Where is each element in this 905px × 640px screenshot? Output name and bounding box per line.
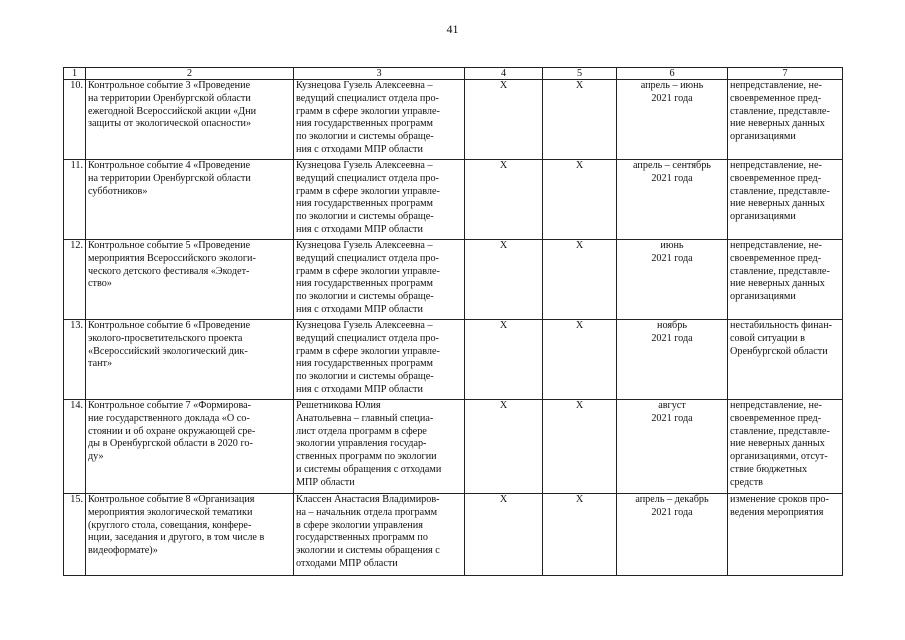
header-col-6: 6 bbox=[617, 68, 728, 80]
page-number: 41 bbox=[446, 22, 459, 36]
responsible-person: Решетникова Юлия Анатольевна – главный специа- лист отдела программ в сфере экологии управления государ- ственных программ по экологии и системы обращения с отходами МПР области bbox=[294, 400, 465, 494]
deadline: июнь 2021 года bbox=[617, 240, 728, 320]
header-col-5: 5 bbox=[543, 68, 617, 80]
deadline: апрель – сентябрь 2021 года bbox=[617, 160, 728, 240]
col4-mark: X bbox=[465, 80, 543, 160]
col4-mark: X bbox=[465, 400, 543, 494]
risks: непредставление, не- своевременное пред- ставление, представле- ние неверных данных организациями bbox=[728, 160, 843, 240]
table-row bbox=[64, 80, 843, 160]
table-row bbox=[64, 160, 843, 240]
row-number: 10. bbox=[64, 80, 86, 160]
risks: непредставление, не- своевременное пред- ставление, представле- ние неверных данных организациями, отсут- ствие бюджетных средств bbox=[728, 400, 843, 494]
row-number: 13. bbox=[64, 320, 86, 400]
deadline: апрель – июнь 2021 года bbox=[617, 80, 728, 160]
risks: непредставление, не- своевременное пред- ставление, представле- ние неверных данных организациями bbox=[728, 80, 843, 160]
header-col-1: 1 bbox=[64, 68, 86, 80]
col4-mark: X bbox=[465, 240, 543, 320]
table-row bbox=[64, 400, 843, 494]
col4-mark: X bbox=[465, 320, 543, 400]
table-row bbox=[64, 320, 843, 400]
col5-mark: X bbox=[543, 160, 617, 240]
responsible-person: Кузнецова Гузель Алексеевна – ведущий специалист отдела про- грамм в сфере экологии управле- ния государственных программ по экологии и системы обраще- ния с отходами МПР области bbox=[294, 160, 465, 240]
col5-mark: X bbox=[543, 80, 617, 160]
row-number: 12. bbox=[64, 240, 86, 320]
deadline: август 2021 года bbox=[617, 400, 728, 494]
header-col-3: 3 bbox=[294, 68, 465, 80]
header-row bbox=[64, 68, 843, 80]
col4-mark: X bbox=[465, 160, 543, 240]
col4-mark: X bbox=[465, 494, 543, 576]
responsible-person: Кузнецова Гузель Алексеевна – ведущий специалист отдела про- грамм в сфере экологии управле- ния государственных программ по экологии и системы обраще- ния с отходами МПР области bbox=[294, 80, 465, 160]
control-event: Контрольное событие 6 «Проведение эколого-просветительского проекта «Всероссийский экологический дик- тант» bbox=[86, 320, 294, 400]
table-row bbox=[64, 494, 843, 576]
row-number: 14. bbox=[64, 400, 86, 494]
deadline: ноябрь 2021 года bbox=[617, 320, 728, 400]
plan-table bbox=[63, 67, 843, 576]
table-row bbox=[64, 240, 843, 320]
header-col-4: 4 bbox=[465, 68, 543, 80]
risks: нестабильность финан- совой ситуации в Оренбургской области bbox=[728, 320, 843, 400]
row-number: 11. bbox=[64, 160, 86, 240]
risks: изменение сроков про- ведения мероприятия bbox=[728, 494, 843, 576]
responsible-person: Кузнецова Гузель Алексеевна – ведущий специалист отдела про- грамм в сфере экологии управле- ния государственных программ по экологии и системы обраще- ния с отходами МПР области bbox=[294, 240, 465, 320]
col5-mark: X bbox=[543, 320, 617, 400]
deadline: апрель – декабрь 2021 года bbox=[617, 494, 728, 576]
col5-mark: X bbox=[543, 494, 617, 576]
control-event: Контрольное событие 4 «Проведение на территории Оренбургской области субботников» bbox=[86, 160, 294, 240]
control-event: Контрольное событие 5 «Проведение мероприятия Всероссийского экологи- ческого детского фестиваля «Экодет- ство» bbox=[86, 240, 294, 320]
col5-mark: X bbox=[543, 400, 617, 494]
responsible-person: Классен Анастасия Владимиров- на – начальник отдела программ в сфере экологии управления государственных программ по экологии и системы обращения с отходами МПР области bbox=[294, 494, 465, 576]
control-event: Контрольное событие 7 «Формирова- ние государственного доклада «О со- стоянии и об охране окружающей сре- ды в Оренбургской области в 2020 го- ду» bbox=[86, 400, 294, 494]
col5-mark: X bbox=[543, 240, 617, 320]
row-number: 15. bbox=[64, 494, 86, 576]
control-event: Контрольное событие 3 «Проведение на территории Оренбургской области ежегодной Всероссийской акции «Дни защиты от экологической опасности» bbox=[86, 80, 294, 160]
responsible-person: Кузнецова Гузель Алексеевна – ведущий специалист отдела про- грамм в сфере экологии управле- ния государственных программ по экологии и системы обраще- ния с отходами МПР области bbox=[294, 320, 465, 400]
header-col-7: 7 bbox=[728, 68, 843, 80]
control-event: Контрольное событие 8 «Организация мероприятия экологической тематики (круглого стола, совещания, конфере- нции, заседания и другого, в том числе в видеоформате)» bbox=[86, 494, 294, 576]
risks: непредставление, не- своевременное пред- ставление, представле- ние неверных данных организациями bbox=[728, 240, 843, 320]
header-col-2: 2 bbox=[86, 68, 294, 80]
